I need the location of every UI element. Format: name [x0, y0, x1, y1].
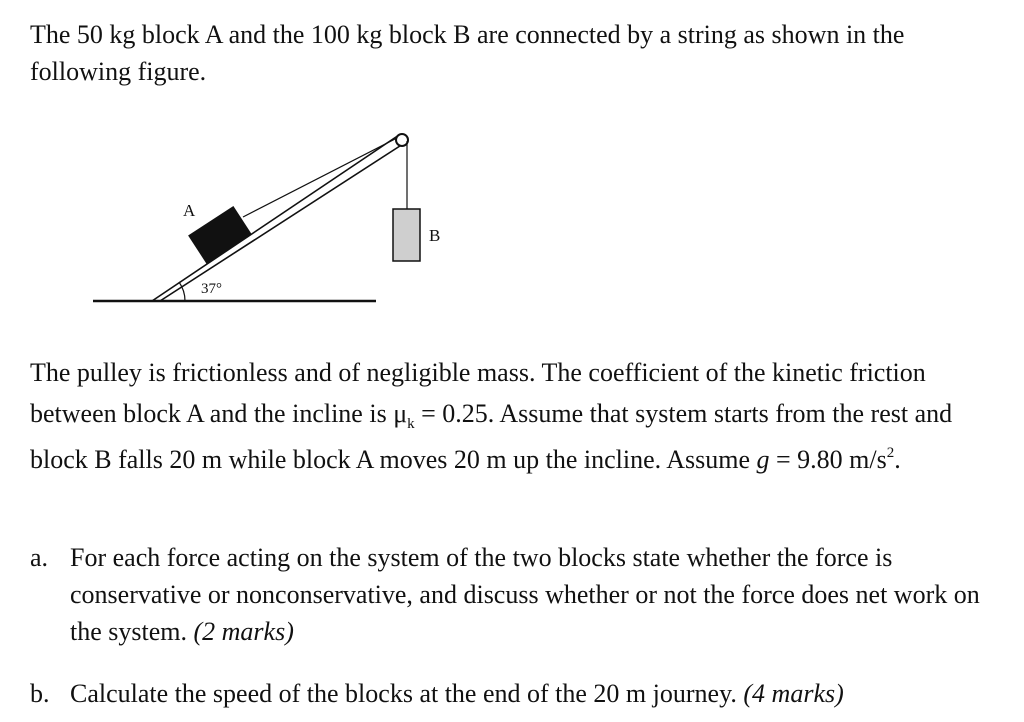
block-b: [393, 209, 420, 261]
item-text: [70, 539, 1000, 650]
item-question: Calculate the speed of the blocks at the end of the 20 m journey.: [70, 679, 744, 708]
statement-part-1: The pulley is frictionless and of negligible mass. The coefficient of the kinetic friction between block A and the incline is: [30, 358, 926, 428]
mu-subscript: k: [407, 416, 415, 432]
pulley: [396, 134, 408, 146]
intro-paragraph: The 50 kg block A and the 100 kg block B are connected by a string as shown in the following figure.: [30, 20, 905, 86]
incline-underside: [160, 144, 403, 301]
problem-statement: [30, 352, 990, 485]
string-incline: [243, 138, 397, 217]
item-marker: b.: [30, 679, 50, 708]
statement-part-4: .: [894, 445, 901, 474]
question-item-a: [30, 539, 1000, 650]
mu-symbol: μ: [393, 399, 408, 428]
angle-label: 37°: [201, 281, 222, 297]
statement-part-3: = 9.80 m/s: [769, 445, 887, 474]
item-marks: (2 marks): [193, 617, 294, 646]
block-b-label: B: [429, 226, 441, 245]
statement-part-2: = 0.25. Assume that system starts from the rest and block B falls 20 m while block A moves 20 m up the incline. Assume: [30, 399, 953, 474]
item-question: For each force acting on the system of the two blocks state whether the force is conservative or nonconservative, and discuss whether or not the force does net work on the system.: [70, 543, 980, 646]
incline-pulley-figure: [85, 125, 441, 310]
item-text: [70, 675, 1000, 712]
question-item-b: [30, 675, 1000, 712]
block-a-label: A: [183, 201, 196, 220]
g-symbol: g: [756, 445, 770, 474]
squared-superscript: 2: [886, 445, 895, 461]
item-marks: (4 marks): [743, 679, 844, 708]
item-marker: a.: [30, 543, 49, 572]
